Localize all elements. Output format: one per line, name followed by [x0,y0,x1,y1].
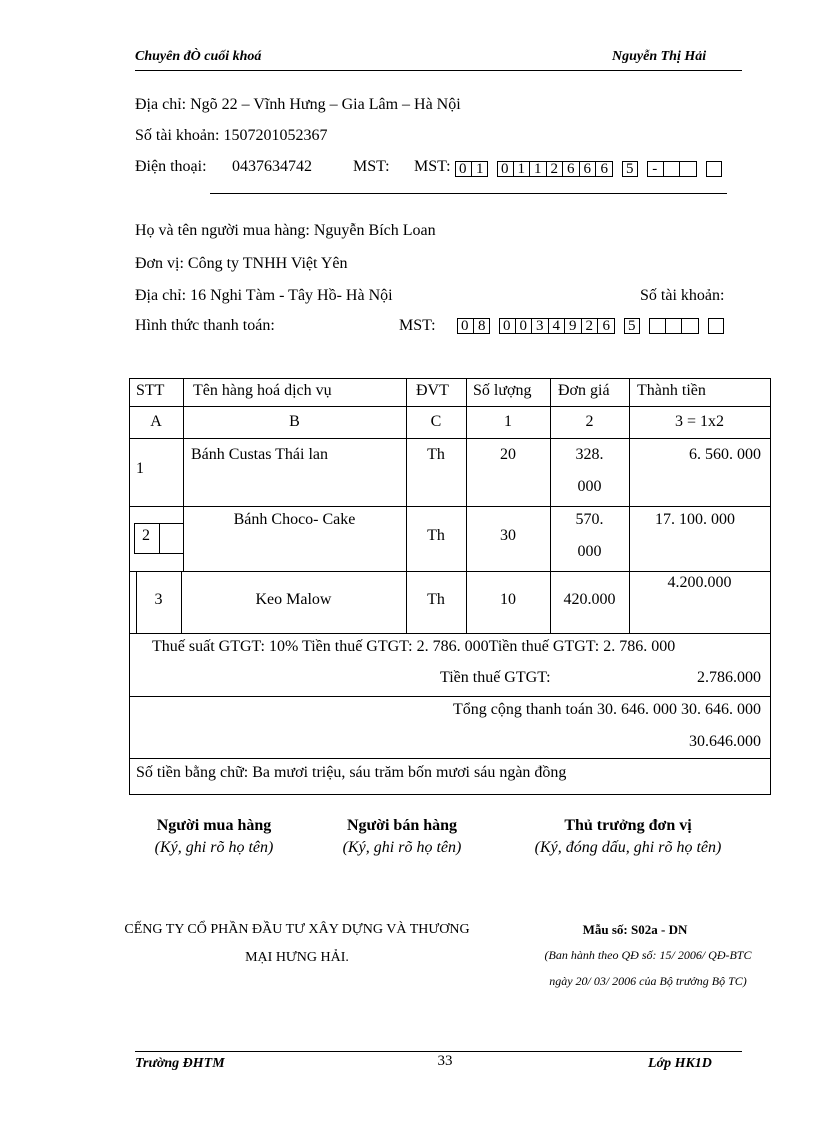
col-header-amount: Thành tiền [637,382,706,399]
company-line2: MẠI HƯNG HẢI. [245,950,349,965]
seller-divider [210,193,727,194]
row2-price-line2: 000 [577,543,602,560]
seller-phone-label: Điện thoại: [135,158,207,175]
sig-seller-title: Người bán hàng [346,817,458,834]
buyer-address: Địa chỉ: 16 Nghi Tàm - Tây Hồ- Hà Nội [135,287,393,304]
buyer-mst-digit [649,319,666,333]
buyer-mst-digit: 5 [628,318,636,334]
buyer-mst-digit: 0 [499,319,516,333]
seller-mst-digit: 6 [600,161,608,177]
buyer-name: Họ và tên người mua hàng: Nguyễn Bích Loan [135,222,436,239]
buyer-mst-digit: 0 [516,319,533,333]
row1-price-line2: 000 [577,478,602,495]
sig-head-title: Thủ trưởng đơn vị [564,817,692,834]
buyer-mst-digit: 6 [602,318,610,334]
sig-buyer-title: Người mua hàng [156,817,272,834]
code-3: 3 = 1x2 [674,413,725,430]
row3-name: Keo Malow [255,591,332,608]
decree-line2: ngày 20/ 03/ 2006 của Bộ trưởng Bộ TC) [549,974,747,988]
row2-unit: Th [427,527,445,544]
seller-mst-label: MST: [353,158,390,175]
seller-mst-digit: 6 [563,162,580,176]
row3-amount: 4.200.000 [667,574,732,591]
code-c: C [430,413,442,430]
buyer-mst-digit [708,319,725,333]
row1-price-line1: 328. [575,446,604,463]
form-number: Mẫu số: S02a - DN [582,922,688,937]
vat-value: 2.786.000 [697,669,761,686]
row1-qty: 20 [500,446,516,463]
total-line: Tổng cộng thanh toán 30. 646. 000 30. 646. 000 [453,701,761,718]
seller-mst-label2: MST: [414,158,451,175]
seller-mst-digit: 6 [580,162,597,176]
row2-stt: 2 [142,527,150,544]
sig-seller-note: (Ký, ghi rõ họ tên) [342,839,462,856]
amount-in-words: Số tiền bằng chữ: Ba mươi triệu, sáu trăm bốn mươi sáu ngàn đồng [136,764,567,781]
seller-phone: 0437634742 [232,158,312,175]
seller-address: Địa chỉ: Ngõ 22 – Vĩnh Hưng – Gia Lâm – Hà Nội [135,96,461,113]
sig-head-note: (Ký, đóng dấu, ghi rõ họ tên) [534,839,722,856]
buyer-mst-label: MST: [399,317,436,334]
code-2: 2 [585,413,594,430]
seller-mst-digit: 2 [547,162,564,176]
decree-line1: (Ban hành theo QĐ số: 15/ 2006/ QĐ-BTC [544,948,752,962]
seller-mst-digit: - [647,162,664,176]
buyer-mst-digit: 4 [549,319,566,333]
footer-right: Lớp HK1D [648,1056,712,1071]
col-header-stt: STT [136,382,165,399]
col-header-price: Đơn giá [558,382,610,399]
row1-stt: 1 [136,460,144,477]
sig-buyer-note: (Ký, ghi rõ họ tên) [154,839,274,856]
seller-mst-digit: 1 [514,162,531,176]
seller-mst-digit: 5 [626,161,634,177]
vat-label: Tiền thuế GTGT: [440,669,551,686]
seller-mst-digit: 0 [455,162,472,176]
seller-mst-digit: 1 [530,162,547,176]
row1-name: Bánh Custas Thái lan [191,446,329,463]
buyer-mst-digit [666,319,683,333]
seller-mst-digit: 0 [497,162,514,176]
company-line1: CẾNG TY CỔ PHẦN ĐẦU TƯ XÂY DỰNG VÀ THƯƠNG [124,922,470,937]
buyer-account: Số tài khoản: [640,287,725,304]
row1-unit: Th [427,446,445,463]
seller-mst-digit: 1 [476,161,484,177]
vat-line: Thuế suất GTGT: 10% Tiền thuế GTGT: 2. 786. 000Tiền thuế GTGT: 2. 786. 000 [152,638,676,655]
code-1: 1 [504,413,512,430]
code-a: A [150,413,162,430]
col-header-unit: ĐVT [416,382,449,399]
buyer-mst-digit: 2 [582,319,599,333]
header-right: Nguyễn Thị Hải [612,49,707,64]
buyer-mst-digit [682,319,699,333]
code-b: B [289,413,300,430]
seller-mst-digit [664,162,681,176]
seller-mst-digit [680,162,697,176]
footer-rule [135,1051,742,1052]
row2-amount: 17. 100. 000 [655,511,735,528]
header-rule [135,70,742,71]
total-value: 30.646.000 [689,733,761,750]
row1-amount: 6. 560. 000 [689,446,761,463]
buyer-mst-digit: 0 [457,319,474,333]
col-header-qty: Số lượng [473,382,532,399]
row2-qty: 30 [500,527,516,544]
buyer-payment: Hình thức thanh toán: [135,317,275,334]
row2-name: Bánh Choco- Cake [233,511,356,528]
footer-left: Trường ĐHTM [135,1056,225,1071]
row3-qty: 10 [500,591,516,608]
header-left: Chuyên đÒ cuối khoá [135,49,262,64]
row3-price: 420.000 [563,591,616,608]
buyer-unit: Đơn vị: Công ty TNHH Việt Yên [135,255,348,272]
buyer-mst-digit: 8 [478,318,486,334]
buyer-mst-digit: 9 [565,319,582,333]
row3-unit: Th [427,591,445,608]
seller-account: Số tài khoản: 1507201052367 [135,127,328,144]
row3-stt: 3 [154,591,163,608]
buyer-mst-digit: 3 [532,319,549,333]
page-number: 33 [437,1053,453,1069]
col-header-name: Tên hàng hoá dịch vụ [193,382,332,399]
seller-mst-digit [706,162,723,176]
row2-price-line1: 570. [575,511,604,528]
